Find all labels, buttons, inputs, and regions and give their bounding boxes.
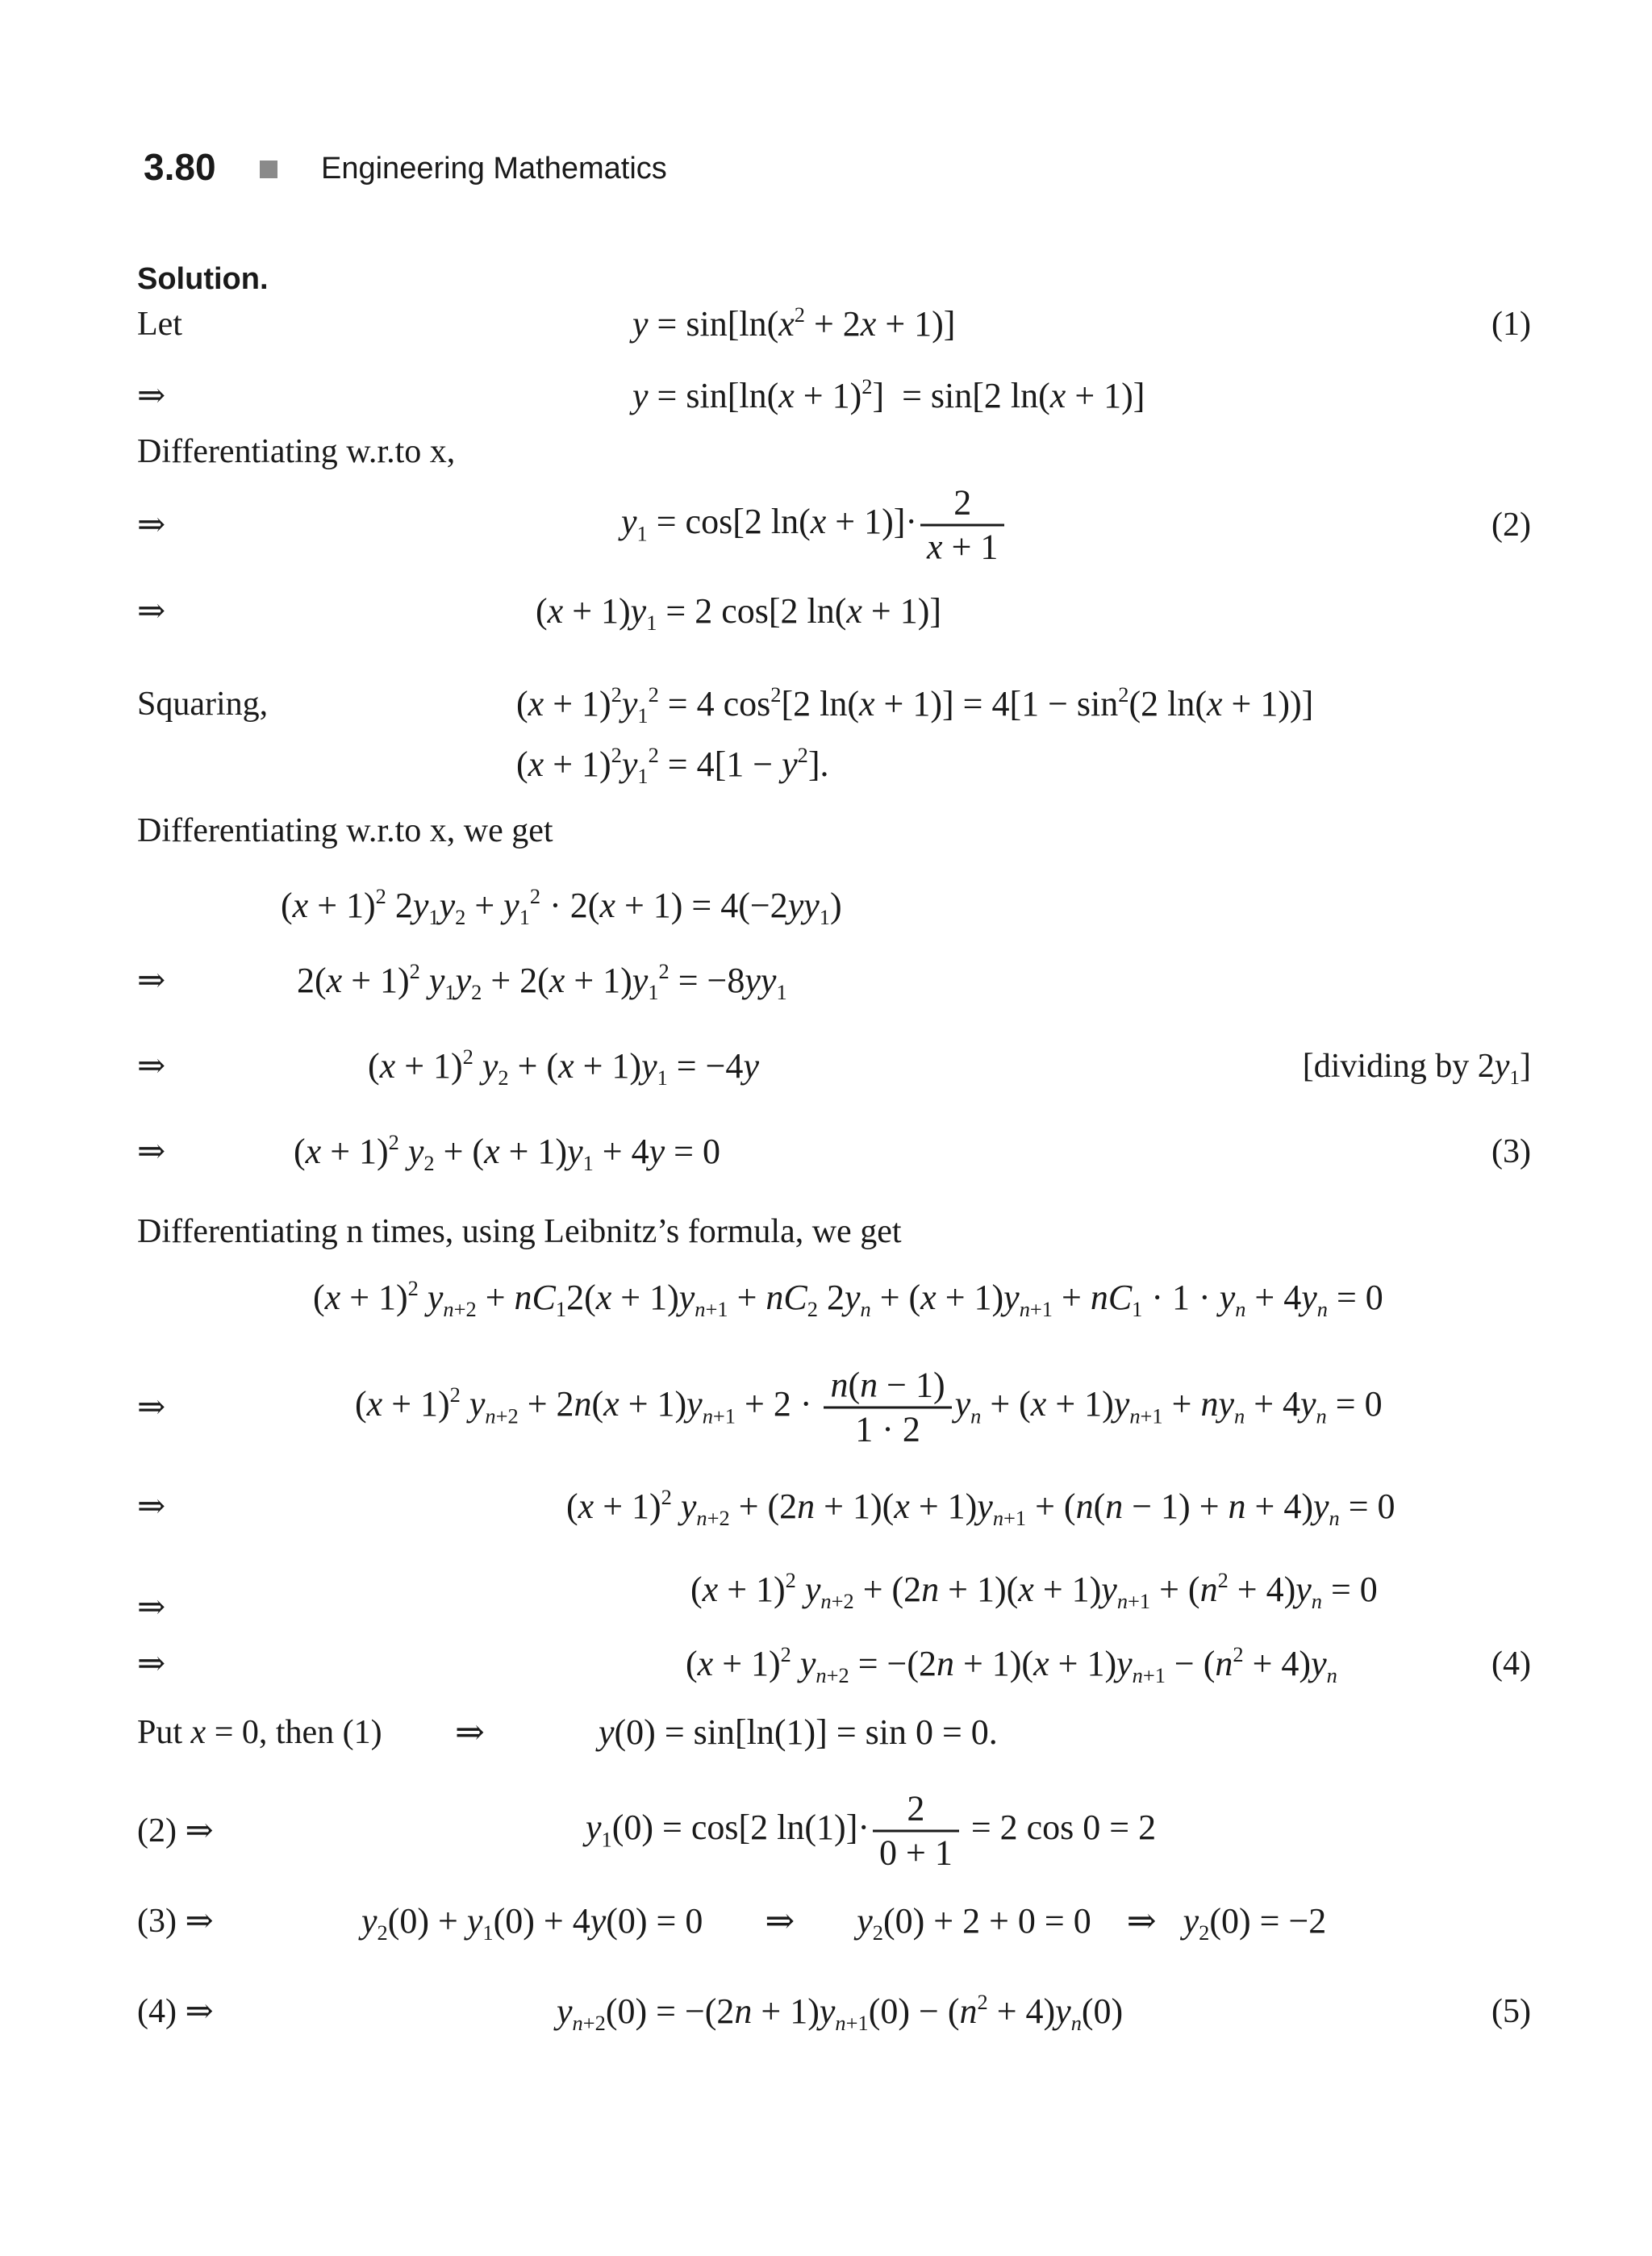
solution-heading: Solution. [137, 262, 269, 296]
implies-label: ⇒ [137, 1645, 166, 1683]
equation-number-4: (4) [1491, 1645, 1531, 1683]
label-ref-3: (3) ⇒ [137, 1903, 214, 1940]
implies-label: ⇒ [137, 962, 166, 999]
note-dividing: [dividing by $2y_1$] [1302, 1048, 1531, 1089]
equation-2: $y_1 = \cos[2$ ln(x + 1)]· $\frac{2}{x + 1}$ [621, 486, 1007, 565]
equation-number-3: (3) [1491, 1133, 1531, 1170]
equation-3: $(x + 1)^2$ $y_2 + (x + 1)y_1 + 4y = 0$ [294, 1129, 720, 1176]
label-ref-2: (2) ⇒ [137, 1812, 214, 1849]
equation-2b: $(x + 1)y_1 = 2$ cos[2 ln(x + 1)] [536, 591, 942, 636]
implies-label: ⇒ [137, 1389, 166, 1426]
label-diff-x: Differentiating w.r.to x, [137, 433, 456, 470]
equation-1: $y = \sin[\ln(x^2 + 2x + 1)]$ [632, 302, 956, 344]
equation-leibnitz-4: $(x + 1)^2$ $y_{n+2} + (2n + 1)(x + 1)y_{n+1} + (n^2 + 4)y_n = 0$ [690, 1567, 1378, 1614]
label-let: Let [137, 306, 182, 343]
label-squaring: Squaring, [137, 686, 269, 723]
header-square-icon [260, 161, 277, 178]
implies-label: ⇒ [455, 1712, 485, 1752]
equation-diff-3: $(x + 1)^2$ $y_2 + (x + 1)y_1 = -4y$ [368, 1044, 759, 1090]
label-ref-4: (4) ⇒ [137, 1993, 214, 2030]
equation-squared-b: $(x + 1)^2y_1^2 = 4[1 - y^2]$. [516, 742, 829, 789]
label-leibnitz: Differentiating n times, using Leibnitz’s formula, we get [137, 1213, 902, 1250]
equation-4: $(x + 1)^2$ $y_{n+2} = -(2n + 1)(x + 1)y_{n+1} - (n^2 + 4)y_n$ [686, 1641, 1337, 1688]
implies-label: ⇒ [137, 377, 166, 415]
equation-diff-2: $2(x + 1)^2$ $y_1y_2 + 2(x + 1)y_1^2 = -8yy_1$ [297, 958, 787, 1005]
equation-y0: y(0) = sin[ln(1)] = sin 0 = 0. [599, 1712, 998, 1752]
label-diff-x-get: Differentiating w.r.to x, we get [137, 812, 553, 849]
equation-y2-0: $y_2(0) + y_1(0) + 4y(0) = 0$ ⇒ $y_2(0) + 2 + 0 = 0$ ⇒ $y_2(0) = -2$ [361, 1901, 1327, 1945]
equation-leibnitz-2: $(x + 1)^2$ $y_{n+2} + 2n(x + 1)y_{n+1} + 2$ · $\frac{n(n - 1)}{1 \cdot 2}$ $y_n + (x + 1)y_{n+1} + ny_n + 4y_n = 0$ [355, 1365, 1383, 1449]
book-title: Engineering Mathematics [321, 152, 667, 186]
equation-leibnitz-3: $(x + 1)^2$ $y_{n+2} + (2n + 1)(x + 1)y_{n+1} + (n(n - 1) + n + 4)y_n = 0$ [566, 1484, 1395, 1531]
implies-label: ⇒ [137, 1133, 166, 1170]
implies-label: ⇒ [137, 1488, 166, 1525]
implies-label: ⇒ [137, 507, 166, 544]
equation-squared: $(x + 1)^2y_1^2 = 4$ $\cos^2[2$ $\ln(x + 1)] = 4[1 - \sin^2(2$ ln(x + 1))] [516, 682, 1314, 728]
equation-y1-0: $y_1(0) = \cos[2$ ln(1)]· $\frac{2}{0 + 1}$ = 2 cos 0 = 2 [586, 1788, 1157, 1873]
equation-5: $y_{n+2}(0) = -(2n + 1)y_{n+1}(0) - (n^2 + 4)y_n(0)$ [557, 1989, 1124, 2036]
equation-number-1: (1) [1491, 306, 1531, 343]
implies-label: ⇒ [137, 1048, 166, 1085]
label-put-x0: Put x = 0, then (1) [137, 1714, 382, 1751]
equation-number-5: (5) [1491, 1993, 1531, 2030]
equation-1b: $y = \sin[\ln(x + 1)^2] = \sin[2$ ln(x + 1)] [632, 373, 1145, 415]
equation-leibnitz-1: $(x + 1)^2$ $y_{n+2} + nC_12(x + 1)y_{n+1} + nC_2$ $2y_n + (x + 1)y_{n+1} + nC_1 \cdot 1 \cdot y_n + 4y_n = 0$ [313, 1275, 1383, 1322]
page-number: 3.80 [144, 146, 216, 188]
equation-number-2: (2) [1491, 507, 1531, 544]
implies-label: ⇒ [137, 1589, 166, 1626]
equation-diff-1: $(x + 1)^2$ $2y_1y_2 + y_1^2 \cdot 2(x + 1) = 4(-2yy_1)$ [281, 883, 842, 930]
implies-label: ⇒ [137, 593, 166, 630]
